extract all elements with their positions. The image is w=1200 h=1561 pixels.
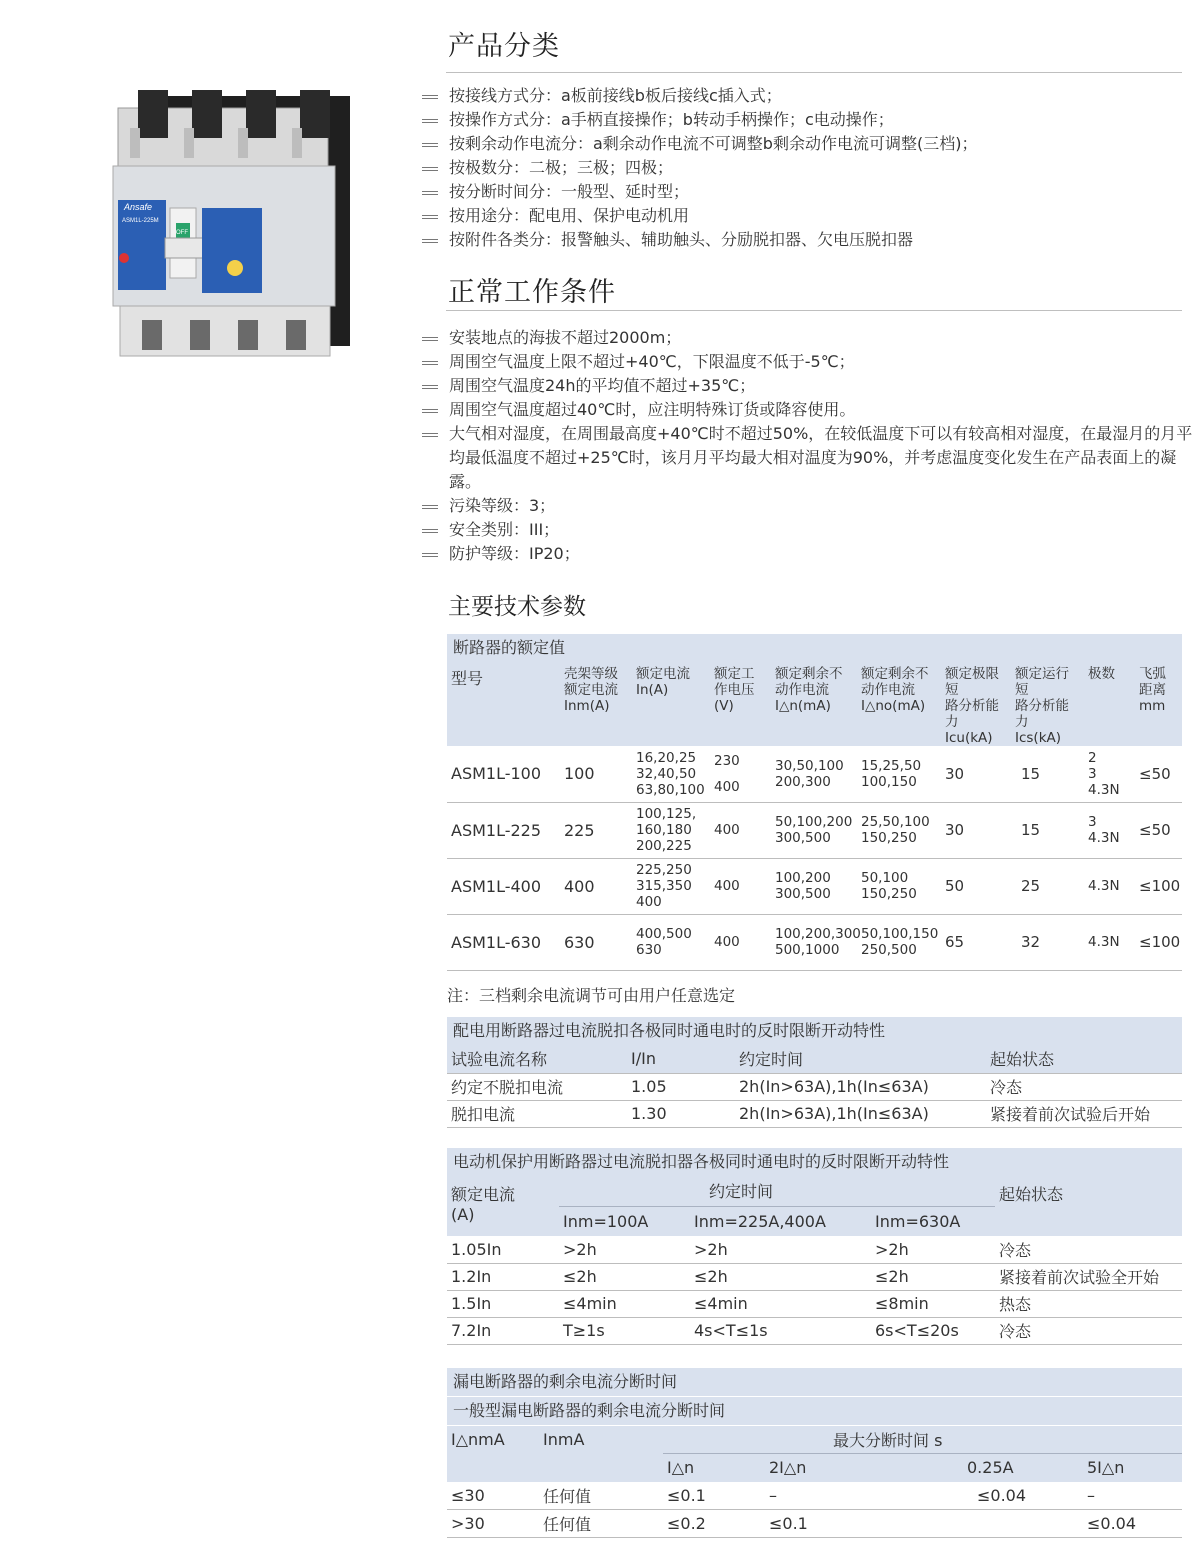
table-cell	[917, 1510, 1057, 1538]
column-header	[1135, 662, 1182, 746]
in-cell	[632, 858, 710, 914]
cell-lines	[714, 753, 767, 795]
list-item	[449, 326, 1193, 350]
table-cell: T≥1s	[559, 1317, 690, 1344]
table-cell: 7.2In	[447, 1317, 559, 1344]
cell-line: 32,40,50	[636, 765, 697, 782]
cell-line: Inm(A)	[564, 698, 610, 714]
dash-bullet-icon	[422, 361, 438, 365]
cell-lines	[861, 870, 937, 902]
cell-line: 额定电流	[451, 1185, 516, 1204]
cell-lines	[636, 806, 706, 854]
list-item-text: 按操作方式分：a手柄直接操作；b转动手柄操作；c电动操作；	[449, 110, 894, 129]
leak-table-subcaption: 一般型漏电断路器的剩余电流分断时间	[447, 1396, 1182, 1425]
table-cell: ≤0.04	[1057, 1510, 1182, 1538]
table-row	[447, 1236, 1182, 1263]
model-cell: ASM1L-400	[447, 858, 560, 914]
table-row	[447, 746, 1182, 802]
list-item	[449, 518, 1193, 542]
cell-lines	[861, 926, 937, 958]
column-header: 起始状态	[999, 1185, 1064, 1204]
cell-lines	[1088, 814, 1131, 846]
cell-line: 额定电流	[636, 666, 690, 682]
section-title-classification: 产品分类	[448, 31, 560, 62]
column-header: I/In	[627, 1045, 735, 1073]
cell-line: 额定剩余不	[861, 666, 929, 682]
dash-bullet-icon	[422, 553, 438, 557]
cell-lines	[861, 758, 937, 790]
cell-line: 15,25,50	[861, 757, 922, 774]
list-item	[449, 180, 1189, 204]
motor-table-caption: 电动机保护用断路器过电流脱扣器各极同时通电时的反时限断开动特性	[447, 1148, 1182, 1176]
dash-bullet-icon	[422, 337, 438, 341]
cell-line: 额定工	[714, 666, 755, 682]
cell-line: 50,100,150	[861, 926, 939, 942]
cell-lines	[451, 1182, 555, 1224]
table-cell: 1.05In	[447, 1236, 559, 1263]
column-subheader: Inm=630A	[871, 1206, 995, 1236]
column-header: 约定时间	[709, 1182, 774, 1202]
in-cell	[632, 746, 710, 802]
dash-bullet-icon	[422, 433, 438, 437]
cell-line: 315,350	[636, 878, 692, 894]
divider	[446, 72, 1182, 73]
cell-line: mm	[1139, 698, 1166, 714]
list-item	[449, 542, 1193, 566]
list-item	[449, 108, 1189, 132]
column-header	[1011, 662, 1084, 746]
table-row	[447, 914, 1182, 970]
cell-line: 150,250	[861, 830, 917, 846]
table-cell: >2h	[559, 1236, 690, 1263]
table-cell: ≤0.04	[917, 1482, 1057, 1510]
poles-cell	[1084, 914, 1135, 970]
off-label: OFF	[176, 230, 188, 236]
cell-lines	[775, 926, 861, 958]
classification-list	[449, 84, 1189, 252]
cell-line: 4.3N	[1088, 934, 1120, 950]
cell-lines	[1088, 934, 1131, 950]
idno-cell	[857, 914, 941, 970]
cell-line: 飞弧	[1139, 666, 1166, 682]
list-item	[449, 228, 1189, 252]
column-header	[771, 662, 857, 746]
idn-cell	[771, 746, 857, 802]
table-cell: ≤0.1	[765, 1510, 917, 1538]
header-row	[447, 1176, 1182, 1206]
section-title-params: 主要技术参数	[448, 594, 586, 620]
list-item-text: 按剩余动作电流分：a剩余动作电流不可调整b剩余动作电流可调整(三档)；	[449, 134, 978, 153]
idn-cell	[771, 802, 857, 858]
cell-line: 400	[714, 822, 740, 838]
cell-line: In(A)	[636, 682, 669, 698]
cell-line: (A)	[451, 1205, 475, 1224]
cell-lines	[775, 870, 853, 902]
cell-line: 300,500	[775, 886, 831, 902]
inm-cell: 225	[560, 802, 632, 858]
list-item-text: 防护等级：IP20；	[449, 544, 580, 563]
table-cell: 紧接着前次试验全开始	[995, 1263, 1182, 1290]
dash-bullet-icon	[422, 385, 438, 389]
column-header	[447, 662, 560, 746]
arc-cell: ≤50	[1135, 802, 1182, 858]
cell-line: 路分析能力	[1015, 698, 1069, 730]
list-item-text: 周围空气温度24h的平均值不超过+35℃；	[449, 376, 756, 395]
header-lines	[636, 666, 706, 698]
list-item	[449, 84, 1189, 108]
arc-cell: ≤50	[1135, 746, 1182, 802]
leak-table-caption: 漏电断路器的剩余电流分断时间	[447, 1368, 1182, 1396]
table-row	[447, 858, 1182, 914]
table-row	[447, 1100, 1182, 1127]
cell-line: 动作电流	[861, 682, 915, 698]
rated-table-note: 注：三档剩余电流调节可由用户任意选定	[447, 985, 736, 1005]
table-cell: –	[765, 1482, 917, 1510]
idno-cell	[857, 858, 941, 914]
cell-line: 400	[636, 894, 662, 910]
dash-bullet-icon	[422, 215, 438, 219]
cell-line: 距离	[1139, 682, 1166, 698]
column-header: 最大分断时间 s	[663, 1426, 1182, 1454]
arc-cell: ≤100	[1135, 858, 1182, 914]
cell-line: 300,500	[775, 830, 831, 846]
table-cell: 任何值	[539, 1510, 663, 1538]
icu-cell: 30	[941, 746, 1011, 802]
arc-cell: ≤100	[1135, 914, 1182, 970]
voltage-cell	[710, 802, 771, 858]
ics-cell: 15	[1011, 746, 1084, 802]
table-cell: 脱扣电流	[447, 1100, 627, 1127]
section-title-conditions: 正常工作条件	[448, 277, 616, 308]
column-header	[560, 662, 632, 746]
list-item-text: 按接线方式分：a板前接线b板后接线c插入式；	[449, 86, 782, 105]
table-row	[447, 1317, 1182, 1344]
cell-line: I△no(mA)	[861, 698, 926, 714]
list-item-text: 按极数分：二极；三极；四极；	[449, 158, 674, 177]
model-label: ASM1L-225M	[122, 218, 159, 224]
cell-line: 100,125,	[636, 806, 697, 822]
header-lines	[775, 666, 853, 714]
column-subheader: 5I△n	[1057, 1454, 1182, 1482]
table-cell: ≤8min	[871, 1290, 995, 1317]
dash-bullet-icon	[422, 239, 438, 243]
cell-line: 150,250	[861, 886, 917, 902]
header-lines	[1015, 666, 1080, 746]
dash-bullet-icon	[422, 505, 438, 509]
table-row	[447, 802, 1182, 858]
table-cell: ≤2h	[871, 1263, 995, 1290]
leak-table	[447, 1368, 1182, 1538]
cell-line: 作电压	[714, 682, 755, 698]
dash-bullet-icon	[422, 95, 438, 99]
table-cell: 6s<T≤20s	[871, 1317, 995, 1344]
table-cell: 冷态	[986, 1073, 1182, 1100]
poles-cell	[1084, 746, 1135, 802]
table-cell: ≤30	[447, 1482, 539, 1510]
column-header: InmA	[543, 1429, 585, 1449]
column-header	[447, 1176, 559, 1236]
dist-table-caption: 配电用断路器过电流脱扣各极同时通电时的反时限断开动特性	[447, 1017, 1182, 1045]
cell-line: 50,100,200	[775, 814, 853, 830]
cell-line: 400	[714, 934, 740, 950]
rated-table	[447, 634, 1182, 1006]
table-cell: >2h	[871, 1236, 995, 1263]
in-cell	[632, 914, 710, 970]
list-item	[449, 422, 1193, 494]
table-cell: 1.30	[627, 1100, 735, 1127]
cell-lines	[714, 878, 767, 894]
list-item	[449, 204, 1189, 228]
table-row	[447, 1263, 1182, 1290]
inm-cell: 630	[560, 914, 632, 970]
icu-cell: 50	[941, 858, 1011, 914]
dash-bullet-icon	[422, 409, 438, 413]
dash-bullet-icon	[422, 529, 438, 533]
voltage-cell	[710, 746, 771, 802]
header-lines	[945, 666, 1007, 746]
cell-line: 200,300	[775, 773, 831, 790]
cell-line: 型号	[451, 669, 484, 688]
idn-cell	[771, 914, 861, 970]
list-item-text: 按分断时间分：一般型、延时型；	[449, 182, 690, 201]
cell-line: 动作电流	[775, 682, 829, 698]
table-cell: >30	[447, 1510, 539, 1538]
column-subheader: Inm=225A,400A	[690, 1206, 871, 1236]
dash-bullet-icon	[422, 143, 438, 147]
table-cell: 任何值	[539, 1482, 663, 1510]
cell-lines	[775, 814, 853, 846]
cell-line: 30,50,100	[775, 757, 844, 774]
cell-line: (V)	[714, 698, 734, 714]
cell-line: 100,150	[861, 773, 917, 790]
header-lines	[714, 666, 767, 714]
column-header: 试验电流名称	[447, 1045, 627, 1073]
table-cell: 冷态	[995, 1236, 1182, 1263]
table-row	[447, 1482, 1182, 1510]
cell-line: 极数	[1088, 666, 1115, 682]
idno-cell	[857, 802, 941, 858]
cell-line: 3	[1088, 814, 1097, 830]
cell-line: 400,500	[636, 926, 692, 942]
column-header: I△nmA	[451, 1429, 505, 1449]
cell-line: 500,1000	[775, 942, 840, 958]
list-item-text: 按附件各类分：报警触头、辅助触头、分励脱扣器、欠电压脱扣器	[449, 230, 914, 249]
table-cell: 4s<T≤1s	[690, 1317, 871, 1344]
voltage-cell	[710, 858, 771, 914]
cell-lines	[775, 758, 853, 790]
table-cell: ≤2h	[690, 1263, 871, 1290]
column-header	[857, 662, 941, 746]
cell-line: 200,225	[636, 838, 692, 854]
table-cell: 紧接着前次试验后开始	[986, 1100, 1182, 1127]
motor-table	[447, 1148, 1182, 1345]
poles-cell	[1084, 802, 1135, 858]
cell-line: 630	[636, 942, 662, 958]
rated-table-caption: 断路器的额定值	[447, 634, 1182, 662]
list-item-text: 安全类别：III；	[449, 520, 560, 539]
table-cell: ≤4min	[559, 1290, 690, 1317]
ics-cell: 32	[1011, 914, 1084, 970]
header-lines	[861, 666, 937, 714]
header-row	[447, 1045, 1182, 1073]
cell-line: 4.3N	[1088, 830, 1120, 846]
header-lines	[1139, 666, 1178, 714]
table-cell: 冷态	[995, 1317, 1182, 1344]
header-lines	[564, 666, 628, 714]
list-item	[449, 398, 1193, 422]
idn-cell	[771, 858, 857, 914]
cell-line: 4.3N	[1088, 878, 1120, 894]
cell-lines	[1088, 878, 1131, 894]
table-cell: 2h(In>63A),1h(In≤63A)	[735, 1073, 986, 1100]
cell-line: Ics(kA)	[1015, 730, 1062, 746]
divider	[446, 310, 1182, 311]
column-header	[941, 662, 1011, 746]
cell-line: 额定运行短	[1015, 666, 1069, 698]
list-item	[449, 350, 1193, 374]
column-subheader: I△n	[663, 1454, 765, 1482]
cell-line: 16,20,25	[636, 749, 697, 766]
list-item-text: 安装地点的海拔不超过2000m；	[449, 328, 682, 347]
table-row	[447, 1290, 1182, 1317]
header-lines	[451, 666, 556, 689]
cell-line: 额定剩余不	[775, 666, 843, 682]
brand-logo: Ansafe	[124, 202, 153, 212]
cell-line: 3	[1088, 765, 1097, 782]
table-cell: 2h(In>63A),1h(In≤63A)	[735, 1100, 986, 1127]
product-image	[110, 88, 355, 373]
column-subheader: 0.25A	[917, 1454, 1057, 1482]
voltage-cell	[710, 914, 771, 970]
list-item-text: 周围空气温度超过40℃时，应注明特殊订货或降容使用。	[449, 400, 856, 419]
model-cell: ASM1L-100	[447, 746, 560, 802]
dash-bullet-icon	[422, 167, 438, 171]
table-cell: 1.5In	[447, 1290, 559, 1317]
cell-lines	[636, 862, 706, 910]
table-cell: 约定不脱扣电流	[447, 1073, 627, 1100]
inm-cell: 400	[560, 858, 632, 914]
cell-line: 400	[714, 778, 740, 795]
list-item	[449, 156, 1189, 180]
table-cell: ≤0.2	[663, 1510, 765, 1538]
cell-line: 400	[714, 878, 740, 894]
cell-lines	[1088, 750, 1131, 798]
table-cell: ≤0.1	[663, 1482, 765, 1510]
icu-cell: 65	[941, 914, 1011, 970]
cell-line: 100,200	[775, 870, 831, 886]
cell-line: 额定电流	[564, 682, 618, 698]
dash-bullet-icon	[422, 191, 438, 195]
cell-line: 100,200,300	[775, 926, 861, 942]
list-item-text: 污染等级：3；	[449, 496, 556, 515]
cell-line: 160,180	[636, 822, 692, 838]
column-header	[710, 662, 771, 746]
cell-line: Icu(kA)	[945, 730, 993, 746]
column-header: 起始状态	[986, 1045, 1182, 1073]
ics-cell: 15	[1011, 802, 1084, 858]
header-lines	[1088, 666, 1131, 682]
column-header	[632, 662, 710, 746]
list-item-text: 周围空气温度上限不超过+40℃，下限温度不低于-5℃；	[449, 352, 855, 371]
icu-cell: 30	[941, 802, 1011, 858]
cell-line: 230	[714, 752, 740, 769]
list-item	[449, 374, 1193, 398]
model-cell: ASM1L-630	[447, 914, 560, 970]
list-item-text: 大气相对湿度，在周围最高度+40℃时不超过50%，在较低温度下可以有较高相对湿度，在最湿月的月平均最低温度不超过+25℃时，该月月平均最大相对温度为90%，并考虑温度变化发生在产品表面上的凝露。	[449, 424, 1193, 491]
list-item	[449, 494, 1193, 518]
cell-lines	[861, 814, 937, 846]
cell-line: 2	[1088, 749, 1097, 766]
dist-table	[447, 1017, 1182, 1128]
column-header: 约定时间	[735, 1045, 986, 1073]
header-row	[447, 1426, 1182, 1454]
cell-lines	[636, 926, 706, 958]
cell-line: 路分析能力	[945, 698, 999, 730]
column-subheader: Inm=100A	[559, 1206, 690, 1236]
cell-line: 额定极限短	[945, 666, 999, 698]
cell-line: 50,100	[861, 870, 909, 886]
cell-line: I△n(mA)	[775, 698, 831, 714]
in-cell	[632, 802, 710, 858]
table-cell: 1.05	[627, 1073, 735, 1100]
list-item	[449, 132, 1189, 156]
cell-line: 225,250	[636, 862, 692, 878]
column-subheader: 2I△n	[765, 1454, 917, 1482]
table-cell: >2h	[690, 1236, 871, 1263]
cell-line: 63,80,100	[636, 781, 705, 798]
idno-cell	[857, 746, 941, 802]
table-cell: ≤4min	[690, 1290, 871, 1317]
table-cell: ≤2h	[559, 1263, 690, 1290]
cell-line: 25,50,100	[861, 814, 930, 830]
table-cell: 热态	[995, 1290, 1182, 1317]
poles-cell	[1084, 858, 1135, 914]
cell-line: 4.3N	[1088, 781, 1120, 798]
table-cell: 1.2In	[447, 1263, 559, 1290]
cell-line: 250,500	[861, 942, 917, 958]
list-item-text: 按用途分：配电用、保护电动机用	[449, 206, 690, 225]
inm-cell: 100	[560, 746, 632, 802]
cell-lines	[714, 934, 767, 950]
model-cell: ASM1L-225	[447, 802, 560, 858]
conditions-list	[449, 326, 1193, 566]
table-row	[447, 1510, 1182, 1538]
cell-lines	[714, 822, 767, 838]
dash-bullet-icon	[422, 119, 438, 123]
ics-cell: 25	[1011, 858, 1084, 914]
cell-line: 壳架等级	[564, 666, 618, 682]
table-row	[447, 1073, 1182, 1100]
table-cell: –	[1057, 1482, 1182, 1510]
column-header	[1084, 662, 1135, 746]
cell-lines	[636, 750, 706, 798]
